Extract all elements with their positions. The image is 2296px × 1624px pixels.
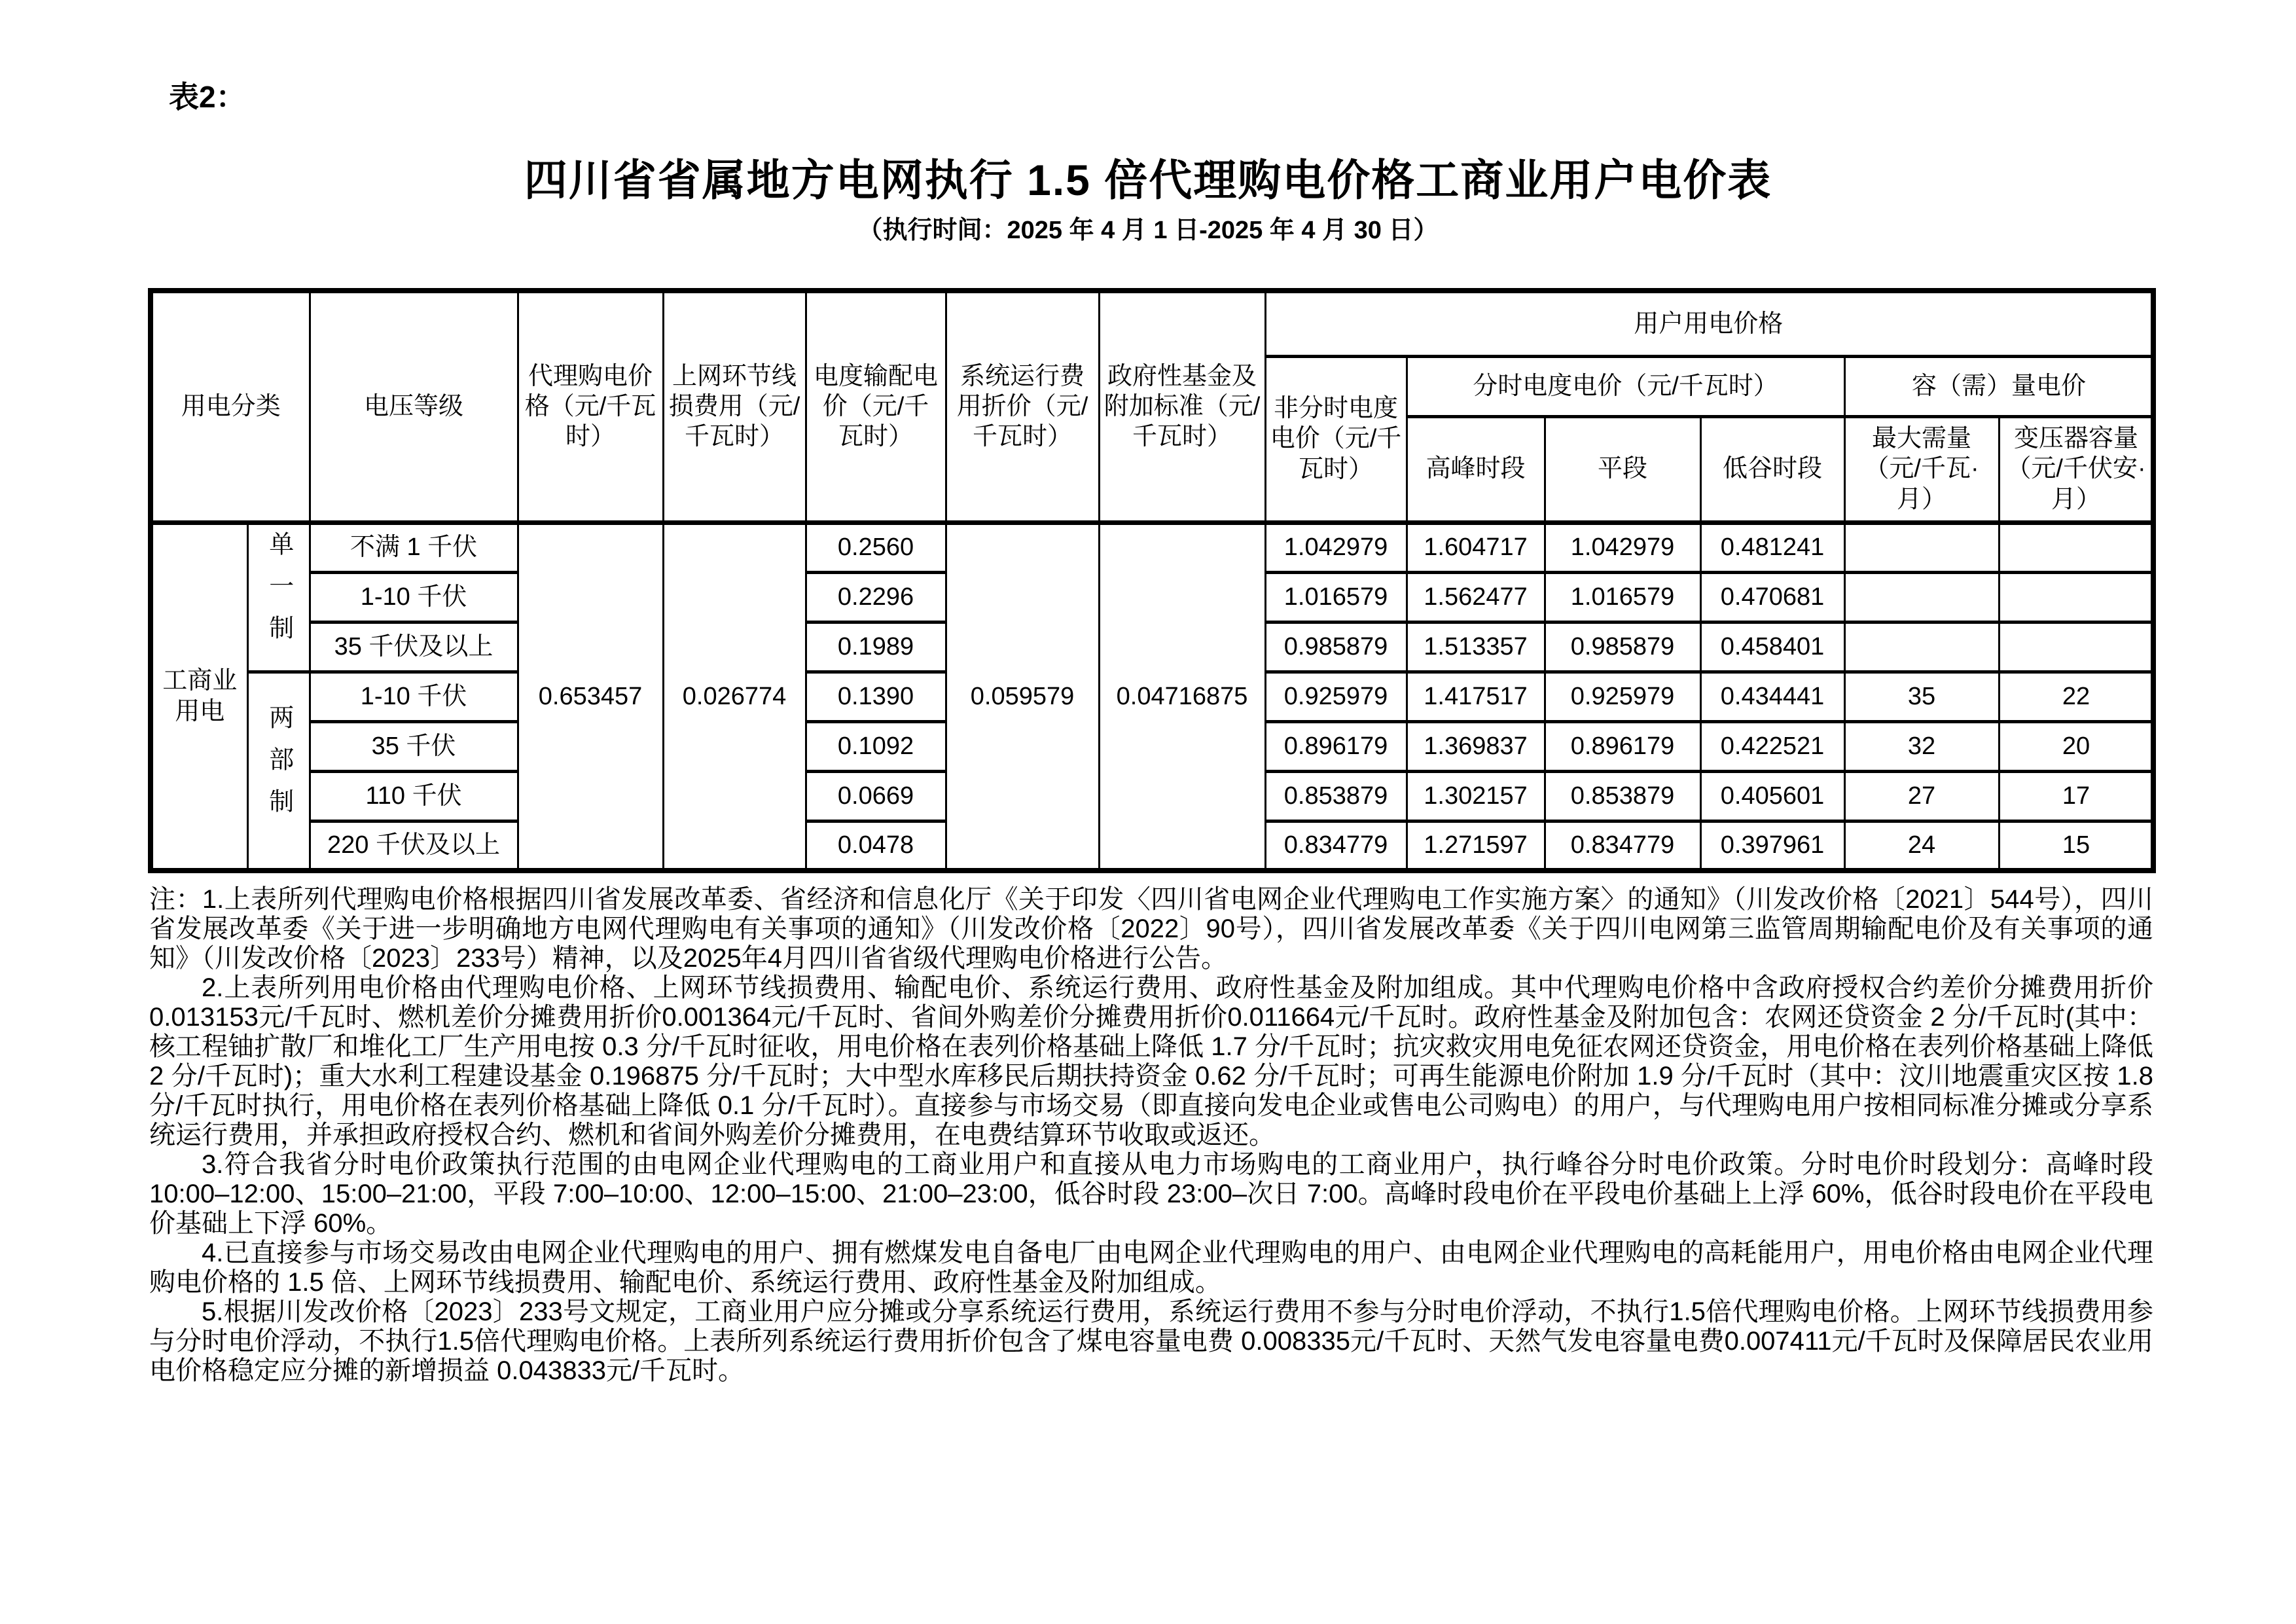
cell-grid-line-loss: 0.026774 <box>663 522 806 871</box>
table-row <box>151 522 2153 572</box>
group-two-part-label: 两部制 <box>264 704 293 830</box>
cell-voltage: 220 千伏及以上 <box>310 821 518 871</box>
header-gov-fund: 政府性基金及附加标准（元/千瓦时） <box>1099 291 1265 522</box>
header-non-tou-price: 非分时电度电价（元/千瓦时） <box>1265 356 1407 522</box>
cell-transmission: 0.1390 <box>806 672 946 721</box>
cell-non-tou: 1.042979 <box>1265 522 1407 572</box>
cell-flat: 1.016579 <box>1545 572 1700 622</box>
cell-transformer-empty <box>1999 622 2153 672</box>
cell-usage-class: 工商业用电 <box>151 522 247 871</box>
cell-max-demand-empty <box>1844 572 1999 622</box>
note-paragraph-4: 4.已直接参与市场交易改由电网企业代理购电的用户、拥有燃煤发电自备电厂由电网企业代理购电的用户、由电网企业代理购电的高耗能用户，用电价格由电网企业代理购电价格的 1.5 倍、上网环节线损费用、输配电价、系统运行费用、政府性基金及附加组成。 <box>149 1238 2153 1297</box>
cell-peak: 1.271597 <box>1407 821 1545 871</box>
cell-peak: 1.562477 <box>1407 572 1545 622</box>
header-agency-price: 代理购电价格（元/千瓦时） <box>518 291 663 522</box>
cell-peak: 1.302157 <box>1407 771 1545 821</box>
table-body <box>151 522 2153 871</box>
cell-valley: 0.397961 <box>1700 821 1844 871</box>
cell-voltage: 35 千伏及以上 <box>310 622 518 672</box>
cell-agency-price: 0.653457 <box>518 522 663 871</box>
cell-gov-fund: 0.04716875 <box>1099 522 1265 871</box>
cell-voltage: 1-10 千伏 <box>310 572 518 622</box>
header-user-price: 用户用电价格 <box>1265 291 2153 356</box>
cell-valley: 0.434441 <box>1700 672 1844 721</box>
cell-valley: 0.458401 <box>1700 622 1844 672</box>
cell-peak: 1.604717 <box>1407 522 1545 572</box>
cell-transformer: 20 <box>1999 721 2153 771</box>
cell-non-tou: 0.985879 <box>1265 622 1407 672</box>
cell-max-demand: 35 <box>1844 672 1999 721</box>
page-title: 四川省省属地方电网执行 1.5 倍代理购电价格工商业用户电价表 <box>524 156 1772 204</box>
cell-non-tou: 0.925979 <box>1265 672 1407 721</box>
notes-section <box>149 885 2153 1386</box>
note-paragraph-5: 5.根据川发改价格〔2023〕233号文规定，工商业用户应分摊或分享系统运行费用，系统运行费用不参与分时电价浮动，不执行1.5倍代理购电价格。上网环节线损费用参与分时电价浮动，不执行1.5倍代理购电价格。上表所列系统运行费用折价包含了煤电容量电费 0.008335元/千瓦时、天然气发电容量电费0.007411元/千瓦时及保障居民农业用电价格稳定应分摊的新增损益 0.043833元/千瓦时。 <box>149 1297 2153 1385</box>
cell-transformer: 22 <box>1999 672 2153 721</box>
header-usage-class: 用电分类 <box>151 291 310 522</box>
group-single-label: 单一制 <box>264 530 293 657</box>
cell-transmission: 0.2560 <box>806 522 946 572</box>
cell-flat: 0.834779 <box>1545 821 1700 871</box>
cell-max-demand-empty <box>1844 522 1999 572</box>
cell-transmission: 0.1092 <box>806 721 946 771</box>
cell-transformer-empty <box>1999 522 2153 572</box>
cell-valley: 0.405601 <box>1700 771 1844 821</box>
header-voltage-level: 电压等级 <box>310 291 518 522</box>
cell-peak: 1.513357 <box>1407 622 1545 672</box>
cell-max-demand: 24 <box>1844 821 1999 871</box>
cell-transmission: 0.2296 <box>806 572 946 622</box>
price-table <box>148 288 2156 873</box>
note-paragraph-1: 注：1.上表所列代理购电价格根据四川省发展改革委、省经济和信息化厅《关于印发〈四川省电网企业代理购电工作实施方案〉的通知》（川发改价格〔2021〕544号），四川省发展改革委《关于进一步明确地方电网代理购电有关事项的通知》（川发改价格〔2022〕90号），四川省发展改革委《关于四川电网第三监管周期输配电价及有关事项的通知》（川发改价格〔2023〕233号）精神，以及2025年4月四川省省级代理购电价格进行公告。 <box>149 885 2153 973</box>
header-row-1 <box>151 291 2153 356</box>
cell-peak: 1.417517 <box>1407 672 1545 721</box>
cell-group-single <box>247 522 310 672</box>
cell-voltage: 110 千伏 <box>310 771 518 821</box>
cell-flat: 0.925979 <box>1545 672 1700 721</box>
cell-voltage: 1-10 千伏 <box>310 672 518 721</box>
cell-max-demand-empty <box>1844 622 1999 672</box>
cell-valley: 0.422521 <box>1700 721 1844 771</box>
cell-transformer: 17 <box>1999 771 2153 821</box>
header-tou-price: 分时电度电价（元/千瓦时） <box>1407 356 1844 416</box>
cell-transmission: 0.0669 <box>806 771 946 821</box>
cell-system-operation: 0.059579 <box>946 522 1099 871</box>
cell-transformer: 15 <box>1999 821 2153 871</box>
cell-non-tou: 0.834779 <box>1265 821 1407 871</box>
page-subtitle: （执行时间：2025 年 4 月 1 日-2025 年 4 月 30 日） <box>857 217 1439 244</box>
cell-flat: 0.985879 <box>1545 622 1700 672</box>
table-tag: 表2： <box>169 80 246 114</box>
cell-transformer-empty <box>1999 572 2153 622</box>
cell-non-tou: 0.853879 <box>1265 771 1407 821</box>
header-grid-line-loss: 上网环节线损费用（元/千瓦时） <box>663 291 806 522</box>
header-system-operation: 系统运行费用折价（元/千瓦时） <box>946 291 1099 522</box>
cell-valley: 0.481241 <box>1700 522 1844 572</box>
header-flat: 平段 <box>1545 416 1700 522</box>
cell-group-two-part <box>247 672 310 871</box>
header-capacity-price: 容（需）量电价 <box>1844 356 2153 416</box>
cell-max-demand: 32 <box>1844 721 1999 771</box>
cell-peak: 1.369837 <box>1407 721 1545 771</box>
cell-flat: 0.853879 <box>1545 771 1700 821</box>
note-paragraph-3: 3.符合我省分时电价政策执行范围的由电网企业代理购电的工商业用户和直接从电力市场购电的工商业用户，执行峰谷分时电价政策。分时电价时段划分：高峰时段 10:00–12:00、15:00–21:00，平段 7:00–10:00、12:00–15:00、21:00–23:00，低谷时段 23:00–次日 7:00。高峰时段电价在平段电价基础上上浮 60%，低谷时段电价在平段电价基础上下浮 60%。 <box>149 1150 2153 1238</box>
cell-flat: 0.896179 <box>1545 721 1700 771</box>
cell-non-tou: 0.896179 <box>1265 721 1407 771</box>
cell-voltage: 35 千伏 <box>310 721 518 771</box>
note-paragraph-2: 2.上表所列用电价格由代理购电价格、上网环节线损费用、输配电价、系统运行费用、政府性基金及附加组成。其中代理购电价格中含政府授权合约差价分摊费用折价0.013153元/千瓦时、燃机差价分摊费用折价0.001364元/千瓦时、省间外购差价分摊费用折价0.011664元/千瓦时。政府性基金及附加包含：农网还贷资金 2 分/千瓦时(其中：核工程铀扩散厂和堆化工厂生产用电按 0.3 分/千瓦时征收，用电价格在表列价格基础上降低 1.7 分/千瓦时；抗灾救灾用电免征农网还贷资金，用电价格在表列价格基础上降低 2 分/千瓦时)；重大水利工程建设基金 0.196875 分/千瓦时；大中型水库移民后期扶持资金 0.62 分/千瓦时；可再生能源电价附加 1.9 分/千瓦时（其中：汶川地震重灾区按 1.8 分/千瓦时执行，用电价格在表列价格基础上降低 0.1 分/千瓦时）。直接参与市场交易（即直接向发电企业或售电公司购电）的用户，与代理购电用户按相同标准分摊或分享系统运行费用，并承担政府授权合约、燃机和省间外购差价分摊费用，在电费结算环节收取或返还。 <box>149 973 2153 1149</box>
cell-transmission: 0.0478 <box>806 821 946 871</box>
cell-transmission: 0.1989 <box>806 622 946 672</box>
table-header <box>151 291 2153 522</box>
cell-voltage: 不满 1 千伏 <box>310 522 518 572</box>
cell-valley: 0.470681 <box>1700 572 1844 622</box>
cell-non-tou: 1.016579 <box>1265 572 1407 622</box>
header-max-demand: 最大需量（元/千瓦·月） <box>1844 416 1999 522</box>
header-valley: 低谷时段 <box>1700 416 1844 522</box>
cell-flat: 1.042979 <box>1545 522 1700 572</box>
header-peak: 高峰时段 <box>1407 416 1545 522</box>
header-transformer-capacity: 变压器容量（元/千伏安·月） <box>1999 416 2153 522</box>
cell-max-demand: 27 <box>1844 771 1999 821</box>
header-transmission-price: 电度输配电价（元/千瓦时） <box>806 291 946 522</box>
